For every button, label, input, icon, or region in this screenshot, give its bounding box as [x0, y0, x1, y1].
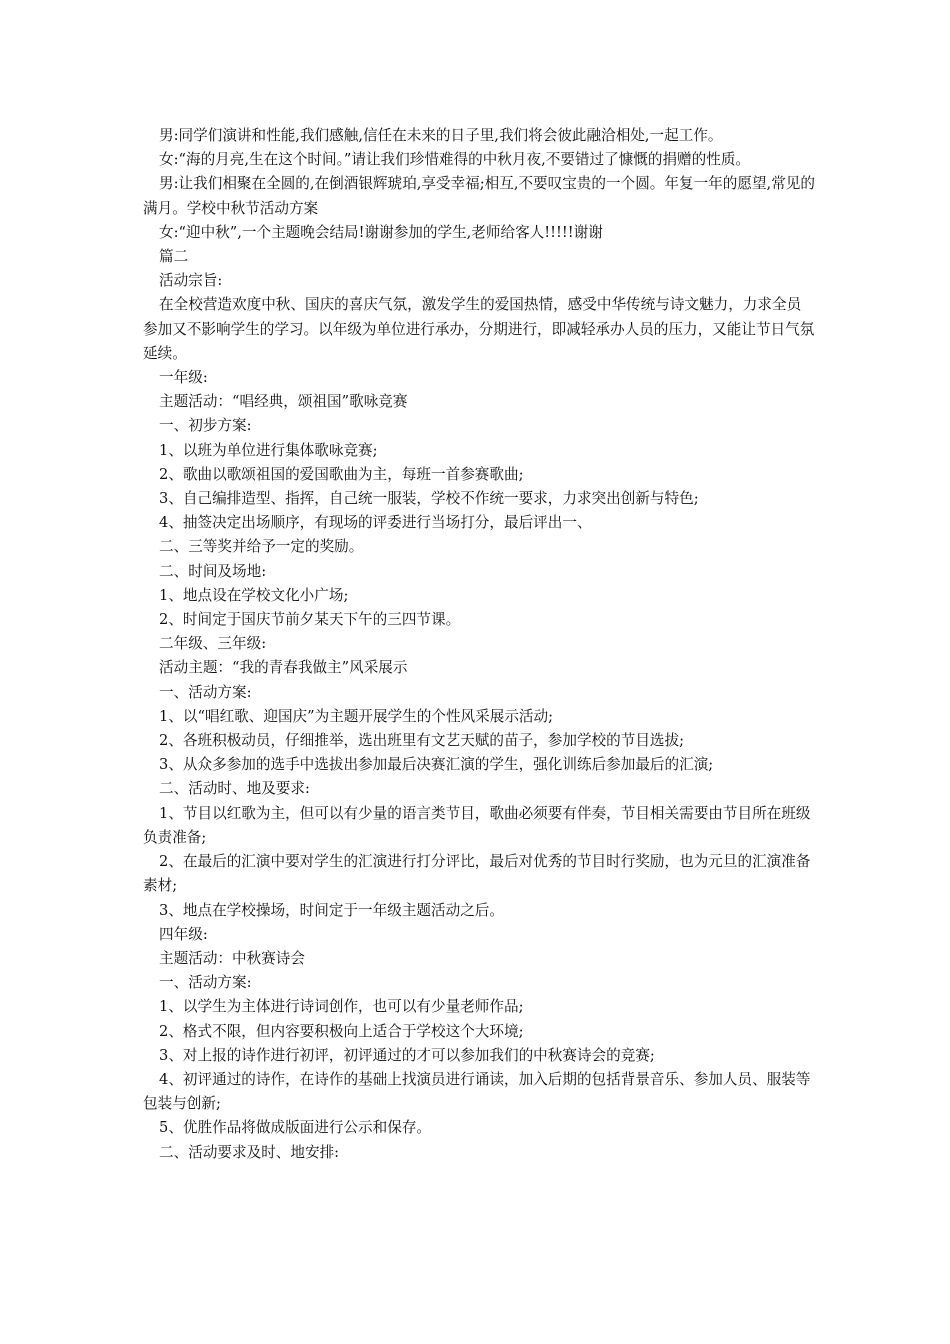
paragraph: 4、抽签决定出场顺序，有现场的评委进行当场打分，最后评出一、 [159, 514, 592, 532]
document-page [143, 124, 815, 1165]
paragraph: 2、格式不限，但内容要积极向上适合于学校这个大环境; [159, 1022, 524, 1040]
paragraph: 1、节目以红歌为主，但可以有少量的语言类节目，歌曲必须要有伴奏，节目相关需要由节目所在班级负责准备; [143, 804, 811, 846]
paragraph: 2、在最后的汇演中要对学生的汇演进行打分评比，最后对优秀的节目时行奖励，也为元旦的汇演准备素材; [143, 853, 811, 895]
paragraph: 二、三等奖并给予一定的奖励。 [159, 538, 364, 556]
paragraph: 在全校营造欢度中秋、国庆的喜庆气氛，激发学生的爱国热情，感受中华传统与诗文魅力，力求全员参加又不影响学生的学习。以年级为单位进行承办，分期进行，即减轻承办人员的压力，又能让节日气氛延续。 [143, 296, 815, 362]
paragraph: 2、各班积极动员，仔细推举，选出班里有文艺天赋的苗子，参加学校的节目选拔; [159, 732, 685, 750]
paragraph: 二、活动要求及时、地安排: [159, 1143, 340, 1161]
paragraph: 5、优胜作品将做成版面进行公示和保存。 [159, 1119, 432, 1137]
paragraph: 一年级: [159, 369, 208, 387]
paragraph: 2、歌曲以歌颂祖国的爱国歌曲为主，每班一首参赛歌曲; [159, 465, 524, 483]
paragraph: 3、自己编排造型、指挥，自己统一服装，学校不作统一要求，力求突出创新与特色; [159, 490, 699, 508]
paragraph: 一、活动方案: [159, 683, 252, 701]
paragraph: 2、时间定于国庆节前夕某天下午的三四节课。 [159, 611, 461, 629]
paragraph: 二、时间及场地: [159, 562, 267, 580]
paragraph: 一、初步方案: [159, 417, 252, 435]
paragraph: 4、初评通过的诗作，在诗作的基础上找演员进行诵读，加入后期的包括背景音乐、参加人员、服装等包装与创新; [143, 1070, 811, 1113]
paragraph: 二、活动时、地及要求: [159, 780, 310, 798]
paragraph: 3、从众多参加的选手中选拔出参加最后决赛汇演的学生，强化训练后参加最后的汇演; [159, 756, 714, 774]
paragraph: 主题活动：中秋赛诗会 [159, 949, 305, 967]
paragraph: 男:让我们相聚在全圆的,在倒酒银辉琥珀,享受幸福;相互,不要叹宝贵的一个圆。年复一年的愿望,常见的满月。学校中秋节活动方案 [143, 175, 815, 217]
section-heading: 篇二 [159, 248, 189, 266]
paragraph: 活动宗旨: [159, 272, 223, 290]
paragraph: 四年级: [159, 925, 208, 943]
paragraph: 1、以班为单位进行集体歌咏竞赛; [159, 441, 378, 459]
paragraph: 主题活动：“唱经典，颂祖国”歌咏竞赛 [159, 393, 408, 411]
paragraph: 活动主题：“我的青春我做主”风采展示 [159, 659, 408, 677]
paragraph: 二年级、三年级: [159, 635, 267, 653]
paragraph: 一、活动方案: [159, 974, 252, 992]
paragraph: 1、以“唱红歌、迎国庆”为主题开展学生的个性风采展示活动; [159, 707, 554, 725]
paragraph: 1、以学生为主体进行诗词创作，也可以有少量老师作品; [159, 998, 524, 1016]
paragraph: 女:“迎中秋”,一个主题晚会结局!谢谢参加的学生,老师给客人!!!!!谢谢 [159, 223, 603, 241]
paragraph: 1、地点设在学校文化小广场; [159, 586, 349, 604]
paragraph: 3、地点在学校操场，时间定于一年级主题活动之后。 [159, 901, 504, 919]
paragraph: 男:同学们演讲和性能,我们感触,信任在未来的日子里,我们将会彼此融洽相处,一起工作。 [159, 127, 723, 144]
paragraph: 3、对上报的诗作进行初评，初评通过的才可以参加我们的中秋赛诗会的竞赛; [159, 1046, 655, 1064]
paragraph: 女:“海的月亮,生在这个时间。”请让我们珍惜难得的中秋月夜,不要错过了慷慨的捐赠的性质。 [159, 151, 751, 169]
